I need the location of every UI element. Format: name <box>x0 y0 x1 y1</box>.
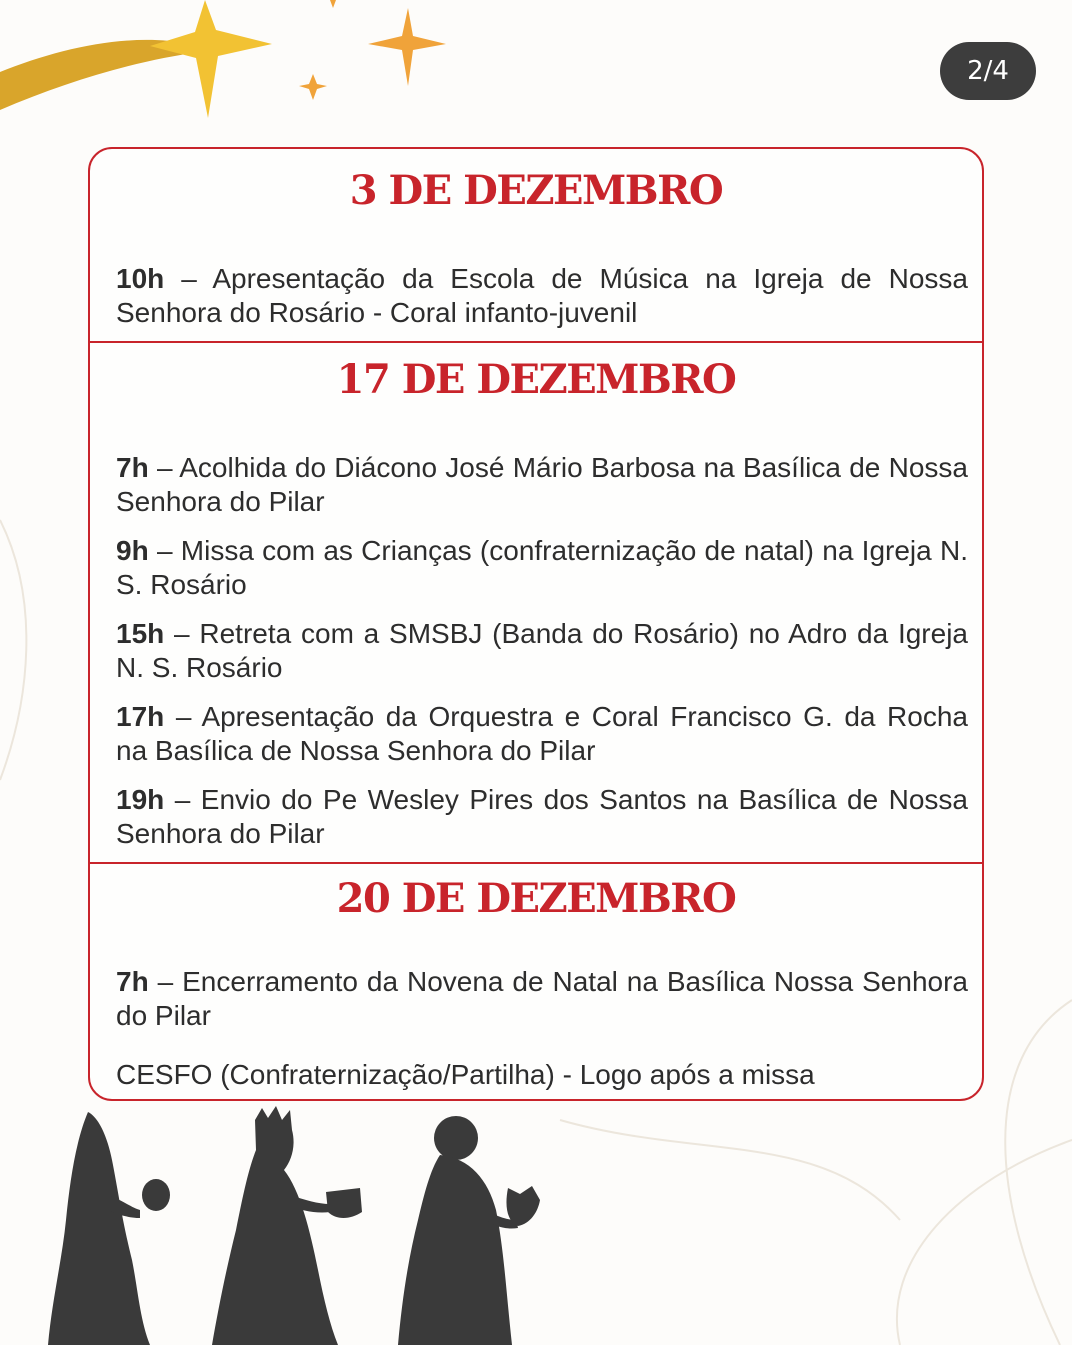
date-heading: 20 DE DEZEMBRO <box>336 875 736 922</box>
tiny-star-top <box>330 0 336 8</box>
section-divider <box>90 341 982 343</box>
wise-man-left <box>48 1112 170 1345</box>
date-heading: 3 DE DEZEMBRO <box>349 167 723 214</box>
shooting-star <box>150 0 272 118</box>
event-item: 7h – Encerramento da Novena de Natal na Basílica Nossa Senhora do Pilar <box>116 966 968 1031</box>
small-star <box>368 8 446 86</box>
event-description: Apresentação da Escola de Música na Igreja de Nossa Senhora do Rosário - Coral infanto-juvenil <box>116 263 968 328</box>
event-description: Apresentação da Orquestra e Coral Francisco G. da Rocha na Basílica de Nossa Senhora do Pilar <box>116 701 968 766</box>
event-description: Missa com as Crianças (confraternização de natal) na Igreja N. S. Rosário <box>116 535 968 600</box>
section-divider <box>90 862 982 864</box>
event-time: 17h <box>116 701 165 732</box>
event-time: 19h <box>116 784 165 815</box>
event-item: 9h – Missa com as Crianças (confraternização de natal) na Igreja N. S. Rosário <box>116 535 968 600</box>
three-wise-men-silhouette <box>0 1100 600 1345</box>
shooting-star-decoration <box>0 0 460 130</box>
event-description: Acolhida do Diácono José Mário Barbosa na Basílica de Nossa Senhora do Pilar <box>116 452 968 517</box>
event-description: Retreta com a SMSBJ (Banda do Rosário) no Adro da Igreja N. S. Rosário <box>116 618 968 683</box>
event-item: 7h – Acolhida do Diácono José Mário Barbosa na Basílica de Nossa Senhora do Pilar <box>116 452 968 517</box>
event-item: 10h – Apresentação da Escola de Música na Igreja de Nossa Senhora do Rosário - Coral infanto-juvenil <box>116 263 968 328</box>
wise-man-middle <box>212 1106 362 1345</box>
event-item: 19h – Envio do Pe Wesley Pires dos Santos na Basílica de Nossa Senhora do Pilar <box>116 784 968 849</box>
date-heading: 17 DE DEZEMBRO <box>336 356 736 403</box>
event-time: 15h <box>116 618 165 649</box>
wise-man-right <box>398 1116 540 1345</box>
event-time: 10h <box>116 263 165 294</box>
event-time: 7h <box>116 452 149 483</box>
event-time: 9h <box>116 535 149 566</box>
event-time: 7h <box>116 966 149 997</box>
event-note: CESFO (Confraternização/Partilha) - Logo após a missa <box>116 1059 815 1090</box>
event-description: Envio do Pe Wesley Pires dos Santos na Basílica de Nossa Senhora do Pilar <box>116 784 968 849</box>
event-item: 17h – Apresentação da Orquestra e Coral Francisco G. da Rocha na Basílica de Nossa Senhora do Pilar <box>116 701 968 766</box>
schedule-card <box>88 147 984 1101</box>
event-description: Encerramento da Novena de Natal na Basílica Nossa Senhora do Pilar <box>116 966 968 1031</box>
tiny-star <box>299 74 327 100</box>
page-indicator: 2/4 <box>940 42 1036 100</box>
event-item: 15h – Retreta com a SMSBJ (Banda do Rosário) no Adro da Igreja N. S. Rosário <box>116 618 968 683</box>
